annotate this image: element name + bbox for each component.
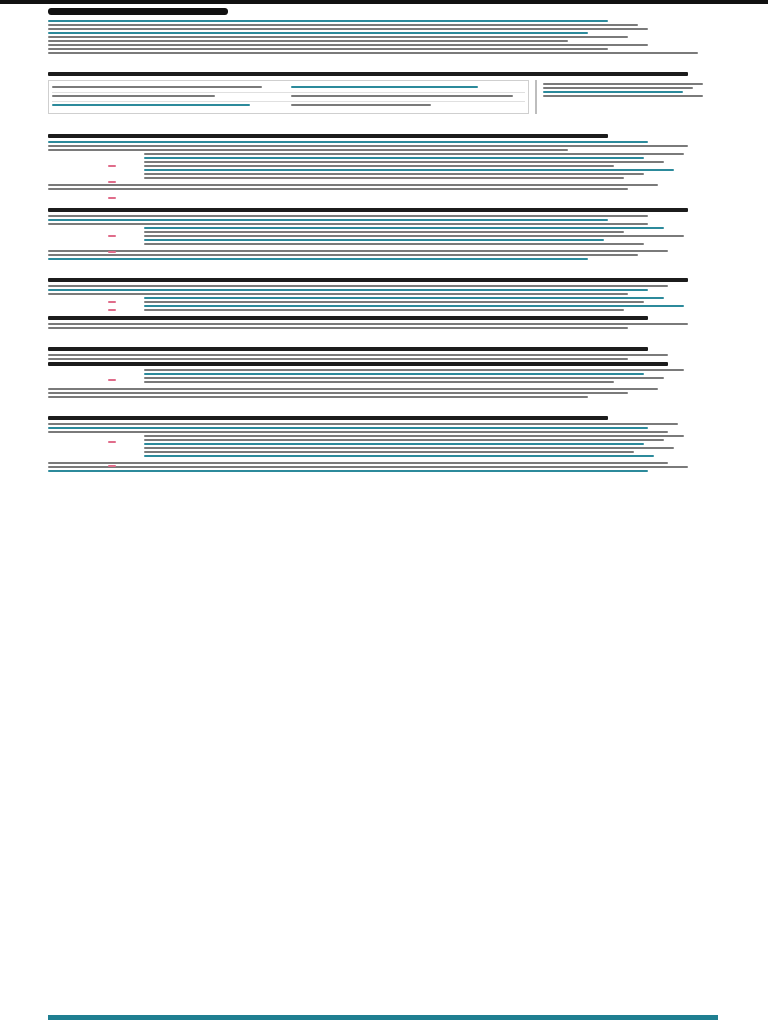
table-row [52,102,525,110]
section-list [48,435,716,459]
table-cell[interactable] [291,86,478,88]
list-item [144,381,614,383]
list-marker [108,251,116,253]
table-side-panel [535,80,716,114]
list-item [144,369,684,371]
section-list [48,227,716,247]
list-item [144,309,624,311]
list-item[interactable] [144,305,684,307]
section-list [48,369,716,385]
section-paragraph [48,358,628,360]
section-paragraph [48,396,588,398]
intro-line[interactable] [48,20,608,22]
section-paragraph[interactable] [48,219,608,221]
section-paragraph[interactable] [48,427,648,429]
list-item [144,165,614,167]
section-paragraph [48,293,628,295]
section-heading [48,347,648,351]
section-paragraph [48,184,658,186]
section [48,416,716,472]
list-item[interactable] [144,157,644,159]
section-list [48,153,716,181]
section-paragraph [48,466,688,468]
table-cell [52,86,262,88]
list-markers [48,227,144,247]
section-paragraph [48,316,648,320]
list-lines [144,153,716,181]
section-paragraph [48,388,658,390]
intro-line [48,48,608,50]
intro-block [48,20,716,54]
side-line [543,95,703,97]
section [48,347,716,398]
section-paragraph [48,254,638,256]
list-item[interactable] [144,443,644,445]
list-item [144,447,674,449]
section-paragraph [48,215,648,217]
list-lines [144,435,716,459]
table-cell [291,95,513,97]
section-paragraph[interactable] [48,289,648,291]
list-item [144,173,644,175]
table-row [52,93,525,102]
list-marker [108,181,116,183]
list-marker [108,197,116,199]
list-item [144,451,634,453]
list-marker [108,309,116,311]
side-line[interactable] [543,91,683,93]
section-paragraph[interactable] [48,141,648,143]
section-paragraph [48,223,648,225]
section-paragraph [48,145,688,147]
section-heading [48,208,688,212]
intro-line [48,28,648,30]
section-heading [48,416,608,420]
intro-line [48,24,638,26]
intro-line [48,40,568,42]
list-marker [108,235,116,237]
page-content [48,6,716,1016]
section-paragraph[interactable] [48,258,588,260]
intro-line [48,44,648,46]
section-heading [48,134,608,138]
section-heading [48,278,688,282]
intro-line [48,52,698,54]
page-title [48,8,228,15]
list-markers [48,297,144,313]
list-item[interactable] [144,169,674,171]
list-item [144,243,644,245]
list-lines [144,297,716,313]
section-paragraph [48,285,668,287]
table-row [52,84,525,93]
list-item[interactable] [144,239,604,241]
section-paragraph [48,327,628,329]
list-item[interactable] [144,227,664,229]
intro-line [48,36,628,38]
list-item [144,153,684,155]
table-main [48,80,529,114]
list-lines [144,227,716,247]
list-item [144,377,664,379]
list-item[interactable] [144,455,654,457]
section [48,208,716,260]
list-item [144,235,684,237]
list-markers [48,153,144,181]
list-marker [108,301,116,303]
top-strip [0,0,768,4]
list-marker [108,465,116,467]
section-paragraph [48,462,668,464]
section-paragraph [48,149,568,151]
list-item [144,435,684,437]
section-paragraph [48,323,688,325]
section-paragraph [48,423,678,425]
list-marker [108,165,116,167]
list-item[interactable] [144,297,664,299]
list-markers [48,435,144,459]
intro-line[interactable] [48,32,588,34]
list-item [144,301,644,303]
section-paragraph [48,250,668,252]
section-list [48,297,716,313]
list-lines [144,369,716,385]
section [48,278,716,329]
list-item [144,161,664,163]
table-cell [52,95,215,97]
list-markers [48,369,144,385]
section [48,134,716,190]
table-heading [48,72,688,76]
list-marker [108,379,116,381]
section-paragraph[interactable] [48,470,648,472]
section-paragraph [48,188,628,190]
table-cell[interactable] [52,104,250,106]
list-item [144,439,664,441]
table-cell [291,104,431,106]
info-table [48,80,716,114]
bottom-bar [48,1015,718,1020]
list-item [144,177,624,179]
list-item [144,231,624,233]
side-line [543,83,703,85]
section-paragraph [48,362,668,366]
section-paragraph [48,392,628,394]
section-paragraph [48,354,668,356]
section-paragraph [48,431,668,433]
side-line [543,87,693,89]
list-item[interactable] [144,373,644,375]
list-marker [108,441,116,443]
